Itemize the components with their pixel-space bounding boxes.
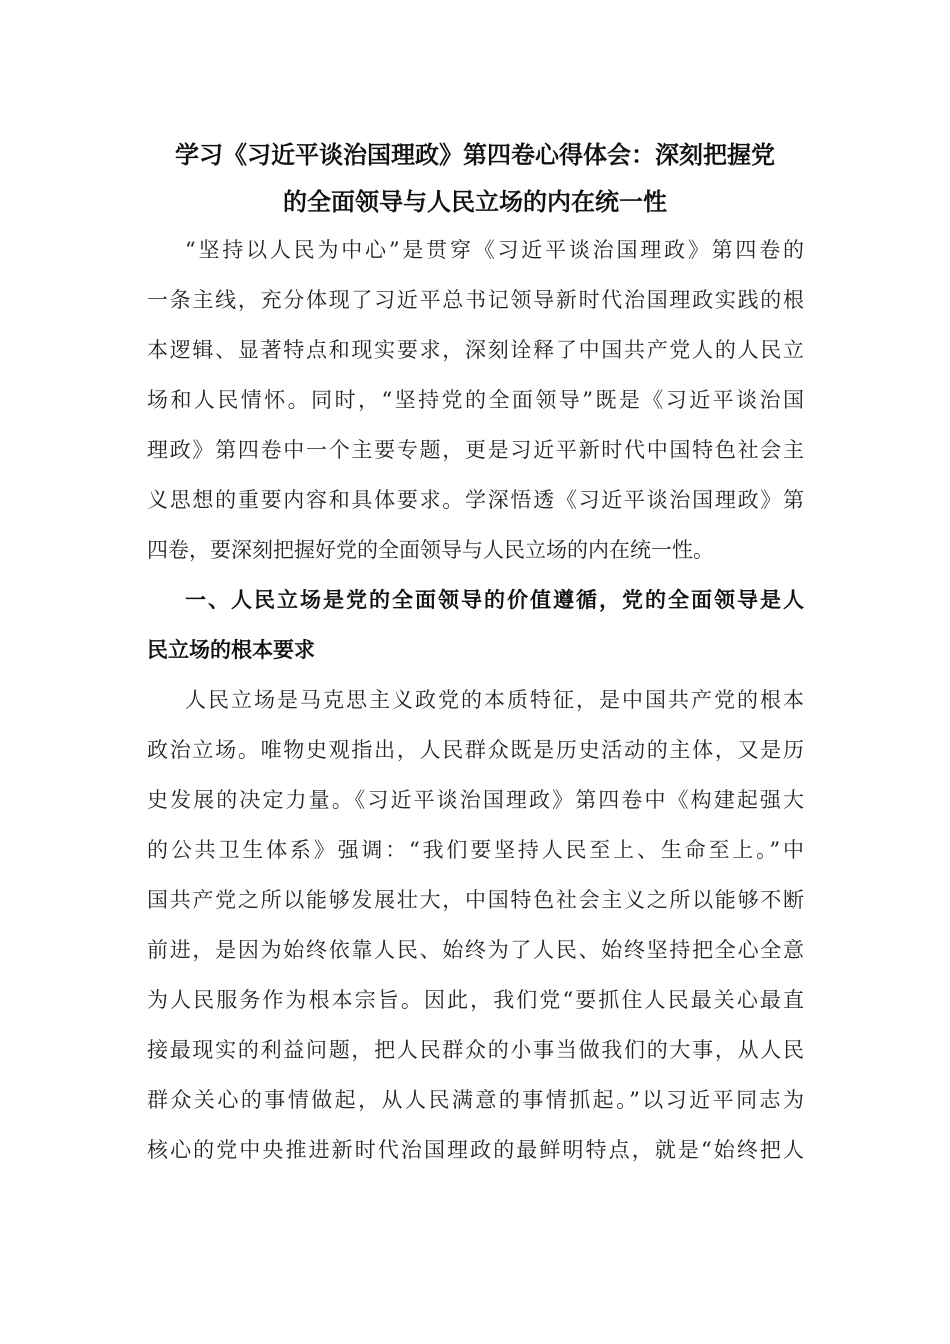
body-line-3: 史发展的决定力量。《习近平谈治国理政》第四卷中《构建起强大 xyxy=(147,788,804,812)
document-title-line-1: 学习《习近平谈治国理政》第四卷心得体会：深刻把握党 xyxy=(175,140,775,169)
body-line-7: 为人民服务作为根本宗旨。因此，我们党“要抓住人民最关心最直 xyxy=(147,988,804,1012)
body-line-9: 群众关心的事情做起，从人民满意的事情抓起。”以习近平同志为 xyxy=(147,1088,804,1112)
section-heading-line-1: 一、人民立场是党的全面领导的价值遵循，党的全面领导是人 xyxy=(185,587,804,612)
intro-line-2: 一条主线，充分体现了习近平总书记领导新时代治国理政实践的根 xyxy=(147,288,804,312)
body-line-2: 政治立场。唯物史观指出，人民群众既是历史活动的主体，又是历 xyxy=(147,738,804,762)
intro-line-5: 理政》第四卷中一个主要专题，更是习近平新时代中国特色社会主 xyxy=(147,438,804,462)
intro-line-1: “坚持以人民为中心”是贯穿《习近平谈治国理政》第四卷的 xyxy=(185,238,804,262)
body-line-10: 核心的党中央推进新时代治国理政的最鲜明特点，就是“始终把人 xyxy=(147,1138,804,1162)
body-line-5: 国共产党之所以能够发展壮大，中国特色社会主义之所以能够不断 xyxy=(147,888,804,912)
body-line-4: 的公共卫生体系》强调：“我们要坚持人民至上、生命至上。”中 xyxy=(147,838,804,862)
section-heading-line-2: 民立场的根本要求 xyxy=(147,637,315,662)
intro-line-3: 本逻辑、显著特点和现实要求，深刻诠释了中国共产党人的人民立 xyxy=(147,338,804,362)
body-line-6: 前进，是因为始终依靠人民、始终为了人民、始终坚持把全心全意 xyxy=(147,938,804,962)
body-line-1: 人民立场是马克思主义政党的本质特征，是中国共产党的根本 xyxy=(185,688,804,712)
body-line-8: 接最现实的利益问题，把人民群众的小事当做我们的大事，从人民 xyxy=(147,1038,804,1062)
document-title-line-2: 的全面领导与人民立场的内在统一性 xyxy=(283,187,667,216)
intro-line-7: 四卷，要深刻把握好党的全面领导与人民立场的内在统一性。 xyxy=(147,538,714,562)
intro-line-4: 场和人民情怀。同时，“坚持党的全面领导”既是《习近平谈治国 xyxy=(147,388,804,412)
intro-line-6: 义思想的重要内容和具体要求。学深悟透《习近平谈治国理政》第 xyxy=(147,488,804,512)
